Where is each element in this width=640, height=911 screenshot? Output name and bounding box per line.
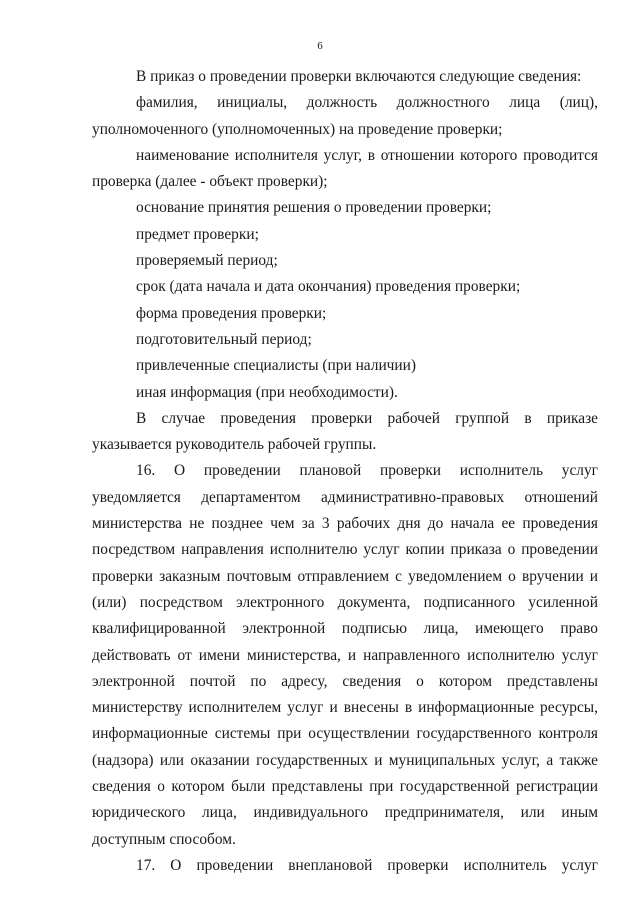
list-item-executor-name: наименование исполнителя услуг, в отношении которого проводится проверка (далее - объект проверки);	[92, 146, 598, 191]
intro-paragraph: В приказ о проведении проверки включаются следующие сведения:	[136, 68, 582, 85]
list-item-basis: основание принятия решения о проведении проверки;	[136, 199, 492, 217]
workgroup-paragraph: В случае проведения проверки рабочей группой в приказе указывается руководитель рабочей группы.	[92, 409, 598, 454]
clause-16-paragraph: 16. О проведении плановой проверки исполнитель услуг уведомляется департаментом административно-правовых отношений министерства не позднее чем за 3 рабочих дня до начала ее проведения посредством направления исполнителю услуг копии приказа о проведении проверки заказным почтовым отправлением с уведомлением о вручении и (или) посредством электронного документа, подписанного усиленной квалифицированной электронной подписью лица, имеющего право действовать от имени министерства, и направленного исполнителю услуг электронной почтой по адресу, сведения о котором представлены министерству исполнителем услуг и внесены в информационные ресурсы, информационные системы при осуществлении государственного контроля (надзора) или оказании государственных и муниципальных услуг, а также сведения о котором были представлены при государственной регистрации юридического лица, индивидуального предпринимателя, или иным доступным способом.	[92, 462, 598, 848]
list-item-fio: фамилия, инициалы, должность должностного лица (лиц), уполномоченного (уполномоченных) на проведение проверки;	[92, 94, 598, 138]
list-item-other-info: иная информация (при необходимости).	[136, 383, 398, 401]
list-item-prep-period: подготовительный период;	[136, 330, 312, 348]
list-item-term: срок (дата начала и дата окончания) проведения проверки;	[136, 278, 521, 296]
list-item-period: проверяемый период;	[136, 252, 278, 270]
list-item-form: форма проведения проверки;	[136, 304, 327, 322]
page-number: 6	[317, 40, 323, 52]
clause-17-paragraph: 17. О проведении внеплановой проверки исполнитель услуг	[136, 856, 598, 874]
list-item-subject: предмет проверки;	[136, 225, 259, 243]
document-body	[92, 64, 598, 879]
list-item-specialists: привлеченные специалисты (при наличии)	[136, 357, 417, 375]
